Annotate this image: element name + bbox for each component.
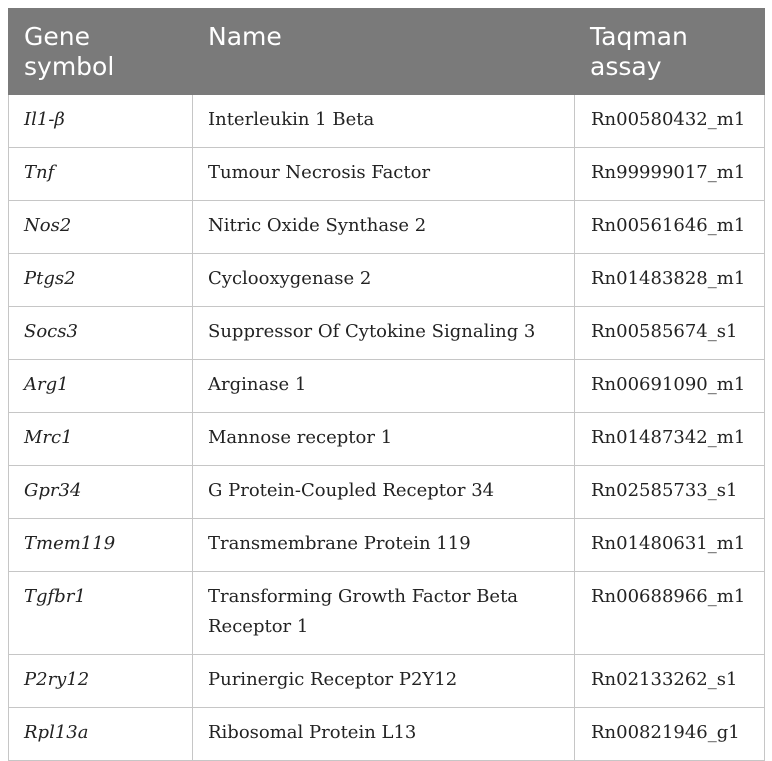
header-taqman-assay-line1: Taqman xyxy=(590,22,688,51)
gene-symbol-cell: Gpr34 xyxy=(9,466,193,519)
gene-name-text: Tumour Necrosis Factor xyxy=(208,162,431,183)
gene-symbol-cell: Mrc1 xyxy=(9,413,193,466)
gene-symbol-cell: Nos2 xyxy=(9,201,193,254)
gene-name-cell xyxy=(193,254,575,307)
taqman-assay-cell: Rn02585733_s1 xyxy=(575,466,765,519)
gene-name-text: Nitric Oxide Synthase 2 xyxy=(208,215,427,236)
gene-name-cell xyxy=(193,307,575,360)
gene-name-cell xyxy=(193,655,575,708)
table-body xyxy=(9,95,765,761)
table-row xyxy=(9,413,765,466)
gene-name-cell xyxy=(193,95,575,148)
table-row xyxy=(9,254,765,307)
gene-name-text: Transmembrane Protein 119 xyxy=(208,533,471,554)
gene-name-cell xyxy=(193,360,575,413)
gene-name-text: Suppressor Of Cytokine Signaling 3 xyxy=(208,321,536,342)
table-row xyxy=(9,466,765,519)
header-gene-symbol-line1: Gene xyxy=(24,22,90,51)
table-row xyxy=(9,307,765,360)
gene-symbol-cell: Il1-β xyxy=(9,95,193,148)
table-row xyxy=(9,572,765,655)
header-taqman-assay-line2: assay xyxy=(590,52,662,81)
taqman-assay-cell: Rn01483828_m1 xyxy=(575,254,765,307)
table-row xyxy=(9,519,765,572)
taqman-assay-cell: Rn99999017_m1 xyxy=(575,148,765,201)
header-name xyxy=(193,9,575,95)
gene-name-cell xyxy=(193,201,575,254)
gene-name-text: Interleukin 1 Beta xyxy=(208,109,375,130)
table-row xyxy=(9,148,765,201)
gene-name-text: Purinergic Receptor P2Y12 xyxy=(208,669,458,690)
gene-name-cell xyxy=(193,708,575,761)
taqman-assay-cell: Rn00691090_m1 xyxy=(575,360,765,413)
gene-name-text: Arginase 1 xyxy=(208,374,307,395)
taqman-assay-cell: Rn00821946_g1 xyxy=(575,708,765,761)
table-row xyxy=(9,655,765,708)
gene-name-text: Ribosomal Protein L13 xyxy=(208,722,417,743)
table-row xyxy=(9,95,765,148)
gene-table xyxy=(8,8,765,761)
table-row xyxy=(9,201,765,254)
gene-name-cell xyxy=(193,466,575,519)
taqman-assay-cell: Rn00561646_m1 xyxy=(575,201,765,254)
header-name-line1: Name xyxy=(208,22,282,51)
header-gene-symbol-line2: symbol xyxy=(24,52,115,81)
gene-name-text: Cyclooxygenase 2 xyxy=(208,268,372,289)
gene-symbol-cell: Tgfbr1 xyxy=(9,572,193,655)
taqman-assay-cell: Rn00585674_s1 xyxy=(575,307,765,360)
gene-name-text: Mannose receptor 1 xyxy=(208,427,393,448)
gene-name-cell xyxy=(193,572,575,655)
gene-symbol-cell: Arg1 xyxy=(9,360,193,413)
gene-symbol-cell: Rpl13a xyxy=(9,708,193,761)
gene-table-container xyxy=(8,8,764,761)
gene-name-cell xyxy=(193,148,575,201)
taqman-assay-cell: Rn01480631_m1 xyxy=(575,519,765,572)
table-header xyxy=(9,9,765,95)
taqman-assay-cell: Rn00580432_m1 xyxy=(575,95,765,148)
header-gene-symbol xyxy=(9,9,193,95)
table-row xyxy=(9,708,765,761)
header-taqman-assay xyxy=(575,9,765,95)
gene-symbol-cell: Ptgs2 xyxy=(9,254,193,307)
taqman-assay-cell: Rn02133262_s1 xyxy=(575,655,765,708)
taqman-assay-cell: Rn01487342_m1 xyxy=(575,413,765,466)
header-row xyxy=(9,9,765,95)
gene-symbol-cell: Tnf xyxy=(9,148,193,201)
gene-name-cell xyxy=(193,413,575,466)
table-row xyxy=(9,360,765,413)
taqman-assay-cell: Rn00688966_m1 xyxy=(575,572,765,655)
gene-name-text: Transforming Growth Factor Beta xyxy=(208,586,519,607)
gene-symbol-cell: Tmem119 xyxy=(9,519,193,572)
gene-name-text: G Protein-Coupled Receptor 34 xyxy=(208,480,495,501)
gene-name-text-line2: Receptor 1 xyxy=(208,616,309,637)
gene-symbol-cell: Socs3 xyxy=(9,307,193,360)
gene-name-cell xyxy=(193,519,575,572)
gene-symbol-cell: P2ry12 xyxy=(9,655,193,708)
